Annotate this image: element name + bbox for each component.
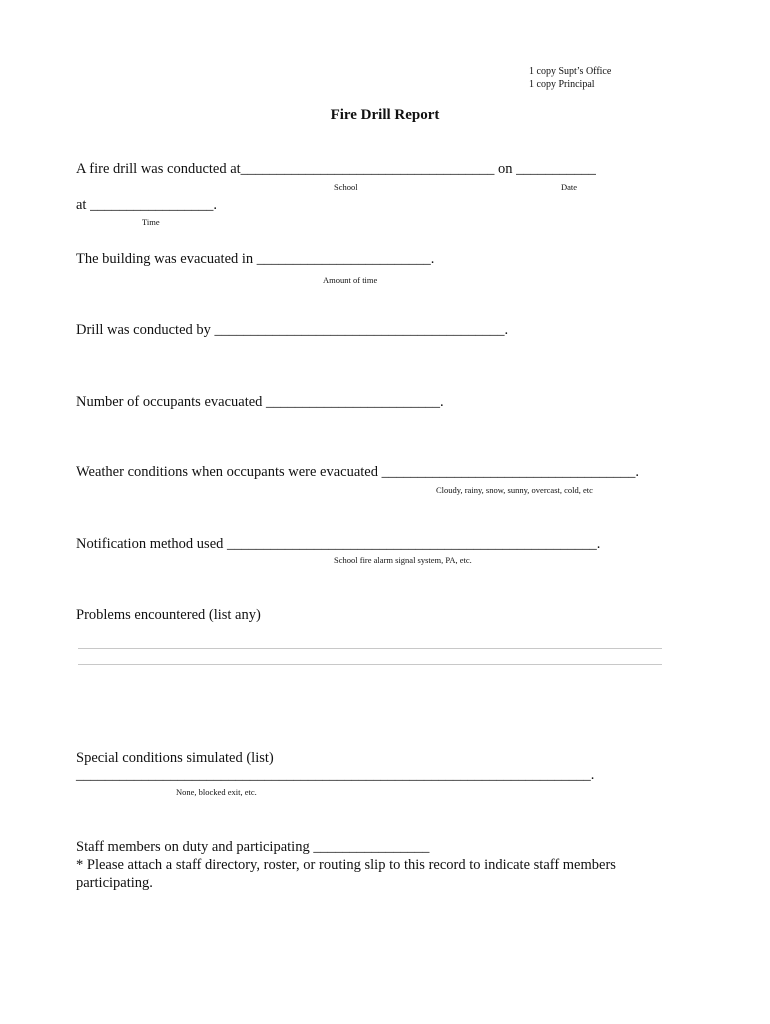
problems-rule-2 (78, 664, 662, 665)
special-conditions-label: Special conditions simulated (list) (76, 750, 274, 766)
conducted-by-line: Drill was conducted by ________________________________________. (76, 322, 509, 338)
special-conditions-line: _______________________________________________________________________. (76, 767, 595, 783)
staff-note-continued: participating. (76, 875, 153, 891)
copy-principal: 1 copy Principal (529, 79, 595, 90)
time-line: at _________________. (76, 197, 217, 213)
notification-line: Notification method used ___________________________________________________. (76, 536, 601, 552)
page-title: Fire Drill Report (330, 107, 440, 123)
amount-of-time-caption: Amount of time (323, 275, 378, 285)
evacuation-time-line: The building was evacuated in ________________________. (76, 251, 435, 267)
weather-caption: Cloudy, rainy, snow, sunny, overcast, cold, etc (436, 485, 593, 495)
weather-line: Weather conditions when occupants were evacuated ___________________________________. (76, 464, 639, 480)
copy-supt-office: 1 copy Supt’s Office (529, 66, 612, 77)
problems-label: Problems encountered (list any) (76, 607, 261, 623)
staff-note: * Please attach a staff directory, roster, or routing slip to this record to indicate staff members (76, 857, 616, 873)
school-date-line: A fire drill was conducted at___________________________________ on ___________ (76, 161, 596, 177)
occupants-line: Number of occupants evacuated ________________________. (76, 394, 444, 410)
school-caption: School (334, 182, 358, 192)
time-caption: Time (142, 217, 160, 227)
problems-rule-1 (78, 648, 662, 649)
date-caption: Date (561, 182, 578, 192)
special-conditions-caption: None, blocked exit, etc. (176, 787, 257, 797)
staff-line: Staff members on duty and participating ________________ (76, 839, 430, 855)
notification-caption: School fire alarm signal system, PA, etc. (334, 555, 472, 565)
